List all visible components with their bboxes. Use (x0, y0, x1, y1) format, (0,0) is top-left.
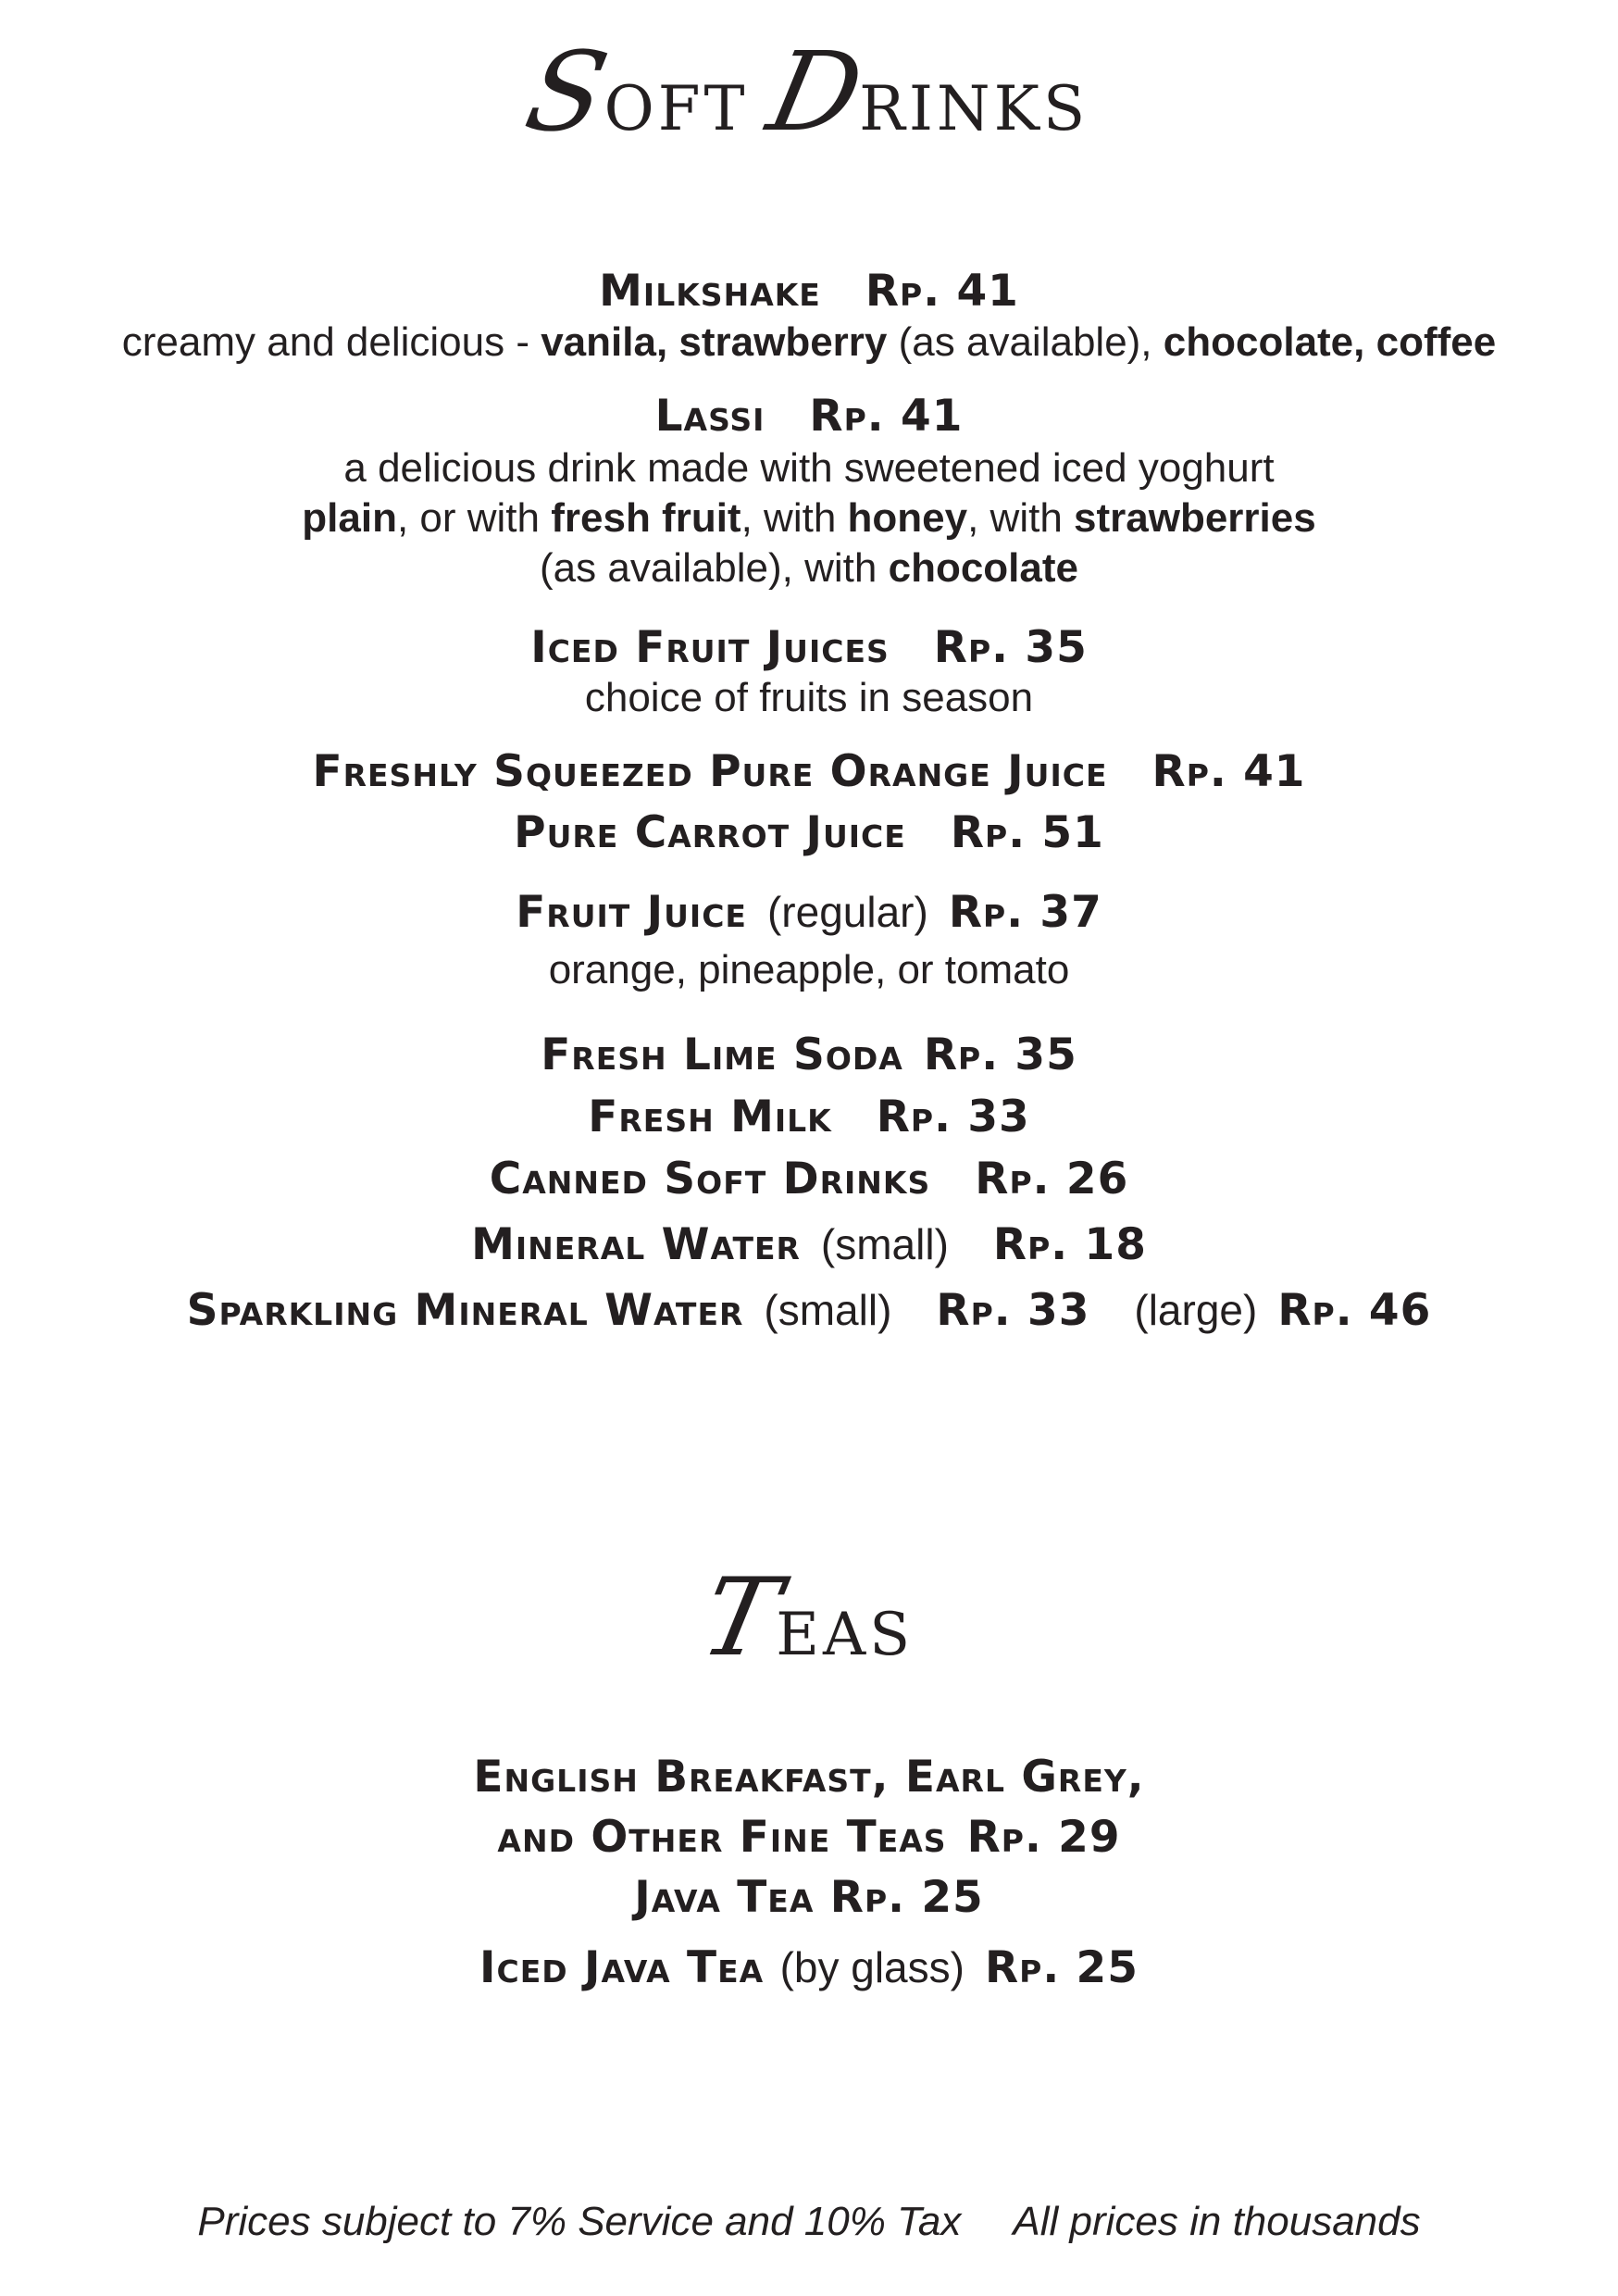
option-honey: honey (847, 495, 968, 541)
item-price: Rp. 41 (865, 266, 1019, 317)
desc-flavors: chocolate, coffee (1163, 319, 1497, 365)
item-size-note: (small) (820, 1220, 949, 1268)
item-price: Rp. 41 (1151, 746, 1306, 797)
item-price: Rp. 41 (809, 391, 964, 442)
item-price: Rp. 37 (948, 887, 1102, 938)
title-initial: S (516, 28, 618, 156)
menu-item-milkshake (0, 264, 1618, 319)
menu-item-sparkling-mineral-water (0, 1282, 1618, 1339)
menu-item-fine-teas (0, 1750, 1618, 1805)
menu-item-orange-juice (0, 744, 1618, 800)
menu-item-carrot-juice (0, 805, 1618, 861)
item-price: Rp. 35 (923, 1029, 1077, 1080)
item-size-note: (by glass) (779, 1943, 965, 1991)
desc-text: , or with (396, 495, 552, 541)
option-strawberries: strawberries (1074, 495, 1316, 541)
menu-item-fresh-lime-soda (0, 1028, 1618, 1083)
milkshake-description (0, 317, 1618, 368)
footer-note (0, 2199, 1618, 2245)
footer-thousands: All prices in thousands (1013, 2199, 1421, 2244)
fruit-juice-description: orange, pineapple, or tomato (548, 947, 1070, 992)
item-name: Java Tea (634, 1872, 815, 1923)
menu-item-iced-java-tea (0, 1940, 1618, 1996)
title-initial: D (757, 28, 873, 156)
item-size-note: (small) (764, 1286, 892, 1334)
item-price: Rp. 25 (984, 1942, 1139, 1993)
title-text: OFT (604, 73, 749, 144)
option-fresh-fruit: fresh fruit (551, 495, 741, 541)
item-name: and Other Fine Teas (497, 1812, 947, 1863)
item-name: Milkshake (599, 266, 821, 317)
desc-text: (as available), (887, 319, 1164, 365)
desc-text: creamy and delicious - (121, 319, 541, 365)
desc-text: , with (741, 495, 848, 541)
item-price: Rp. 18 (992, 1219, 1147, 1270)
item-name: English Breakfast, Earl Grey, (473, 1752, 1145, 1803)
desc-text: , with (967, 495, 1075, 541)
item-price: Rp. 35 (933, 622, 1088, 673)
lassi-description: a delicious drink made with sweetened iced yoghurt (343, 445, 1275, 491)
lassi-options (0, 493, 1618, 544)
item-name: Iced Fruit Juices (530, 622, 890, 673)
menu-item-iced-fruit-juices (0, 620, 1618, 676)
iced-juices-description: choice of fruits in season (584, 675, 1034, 720)
item-name: Canned Soft Drinks (489, 1154, 931, 1204)
item-name: Mineral Water (471, 1219, 801, 1270)
item-name: Fresh Lime Soda (541, 1029, 903, 1080)
desc-flavors: vanila, strawberry (541, 319, 888, 365)
item-price: Rp. 26 (975, 1154, 1129, 1204)
item-name: Pure Carrot Juice (514, 807, 906, 858)
item-price: Rp. 33 (876, 1092, 1030, 1142)
item-name: Lassi (654, 391, 765, 442)
item-name: Fresh Milk (588, 1092, 832, 1142)
item-name: Iced Java Tea (479, 1942, 765, 1993)
teas-title (0, 1555, 1618, 1680)
item-price: Rp. 51 (950, 807, 1104, 858)
item-name: Freshly Squeezed Pure Orange Juice (312, 746, 1108, 797)
desc-text: (as available), with (540, 545, 889, 591)
footer-service-tax: Prices subject to 7% Service and 10% Tax (197, 2199, 962, 2244)
menu-item-canned-soft-drinks (0, 1152, 1618, 1207)
menu-item-fine-teas-cont (0, 1810, 1618, 1866)
item-price: Rp. 25 (829, 1872, 984, 1923)
menu-item-fruit-juice (0, 884, 1618, 941)
title-initial: T (691, 1555, 790, 1680)
item-price: Rp. 29 (966, 1812, 1121, 1863)
item-name: Sparkling Mineral Water (186, 1285, 744, 1336)
item-price: Rp. 33 (936, 1285, 1090, 1336)
title-text: EAS (776, 1601, 915, 1669)
soft-drinks-title (0, 28, 1618, 156)
item-price: Rp. 46 (1277, 1285, 1432, 1336)
lassi-options-cont (0, 543, 1618, 594)
title-text: RINKS (859, 73, 1089, 144)
item-name: Fruit Juice (516, 887, 747, 938)
menu-item-lassi (0, 389, 1618, 444)
item-size-note: (large) (1134, 1286, 1258, 1334)
item-size-note: (regular) (766, 888, 928, 936)
menu-item-fresh-milk (0, 1090, 1618, 1145)
option-plain: plain (302, 495, 397, 541)
menu-item-mineral-water (0, 1217, 1618, 1273)
option-chocolate: chocolate (888, 545, 1078, 591)
menu-item-java-tea (0, 1870, 1618, 1926)
